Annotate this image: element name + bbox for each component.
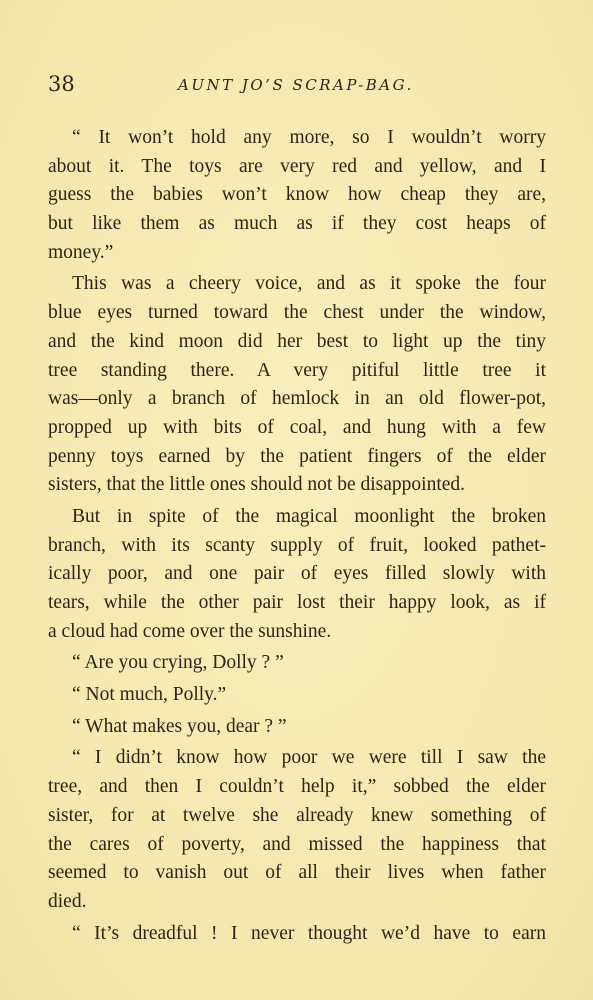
text-line: was—only a branch of hemlock in an old flower-pot,: [48, 388, 546, 410]
text-line: penny toys earned by the patient fingers of the elder: [48, 445, 546, 467]
text-line: “ I didn’t know how poor we were till I saw the: [72, 747, 546, 769]
text-line: seemed to vanish out of all their lives when father: [48, 862, 546, 884]
text-line: tree, and then I couldn’t help it,” sobbed the elder: [48, 776, 546, 798]
text-line: “ It’s dreadful ! I never thought we’d have to earn: [72, 922, 546, 944]
body-text: [48, 124, 546, 948]
text-line: “ Are you crying, Dolly ? ”: [72, 652, 284, 674]
text-line: ically poor, and one pair of eyes filled slowly with: [48, 563, 546, 585]
text-line: a cloud had come over the sunshine.: [48, 620, 332, 642]
text-line: “ It won’t hold any more, so I wouldn’t worry: [72, 127, 546, 148]
page-number: 38: [48, 72, 75, 96]
text-line: But in spite of the magical moonlight the broken: [72, 505, 546, 527]
text-line: “ What makes you, dear ? ”: [72, 715, 287, 737]
text-line: the cares of poverty, and missed the happiness that: [48, 833, 546, 855]
running-title: AUNT JO’S SCRAP-BAG.: [178, 76, 414, 94]
text-line: This was a cheery voice, and as it spoke the four: [72, 273, 546, 295]
text-line: money.”: [48, 241, 114, 263]
text-line: died.: [48, 890, 87, 912]
text-line: tree standing there. A very pitiful little tree it: [48, 359, 546, 381]
text-line: “ Not much, Polly.”: [72, 684, 227, 706]
page-header: [48, 72, 546, 106]
text-line: sister, for at twelve she already knew something of: [48, 804, 546, 826]
text-line: but like them as much as if they cost heaps of: [48, 213, 546, 235]
text-line: sisters, that the little ones should not be disappointed.: [48, 474, 466, 496]
text-line: about it. The toys are very red and yellow, and I: [48, 155, 546, 177]
text-line: propped up with bits of coal, and hung with a few: [48, 416, 546, 438]
text-line: and the kind moon did her best to light up the tiny: [48, 330, 546, 352]
text-line: branch, with its scanty supply of fruit, looked pathet-: [48, 534, 546, 556]
text-line: tears, while the other pair lost their happy look, as if: [48, 592, 546, 613]
text-line: guess the babies won’t know how cheap they are,: [48, 184, 546, 206]
text-line: blue eyes turned toward the chest under the window,: [48, 302, 546, 324]
